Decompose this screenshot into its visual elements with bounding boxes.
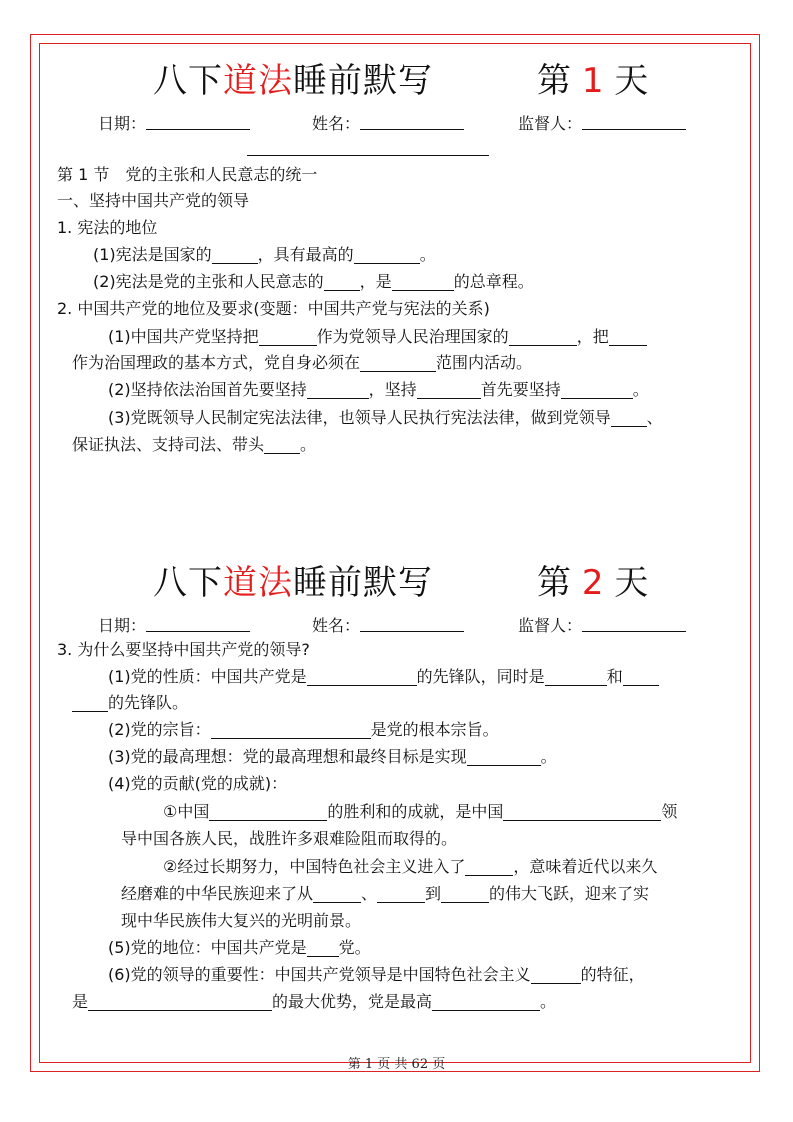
item-3-4-1-cont: 导中国各族人民，战胜许多艰难险阻而取得的。 (121, 829, 458, 848)
item-3-4: (4)党的贡献(党的成就)： (108, 774, 288, 793)
item-3-2: (2)党的宗旨： 是党的根本宗旨。 (108, 720, 499, 739)
item-2-2: (2)坚持依法治国首先要坚持 ，坚持 首先要坚持 。 (108, 380, 649, 399)
supervisor-field: 监督人： (518, 111, 582, 137)
day2-fields (0, 613, 793, 639)
date-field: 日期： (98, 613, 146, 639)
day-label: 第 1 天 (537, 61, 649, 101)
item-2-1: (1)中国共产党坚持把 作为党领导人民治理国家的 ，把 (108, 326, 647, 348)
item-3-3: (3)党的最高理想：党的最高理想和最终目标是实现 。 (108, 747, 557, 766)
day2-title (0, 560, 793, 608)
sub-heading: 一、坚持中国共产党的领导 (57, 191, 250, 210)
supervisor-field: 监督人： (518, 613, 582, 639)
day1-title (0, 58, 793, 106)
name-field: 姓名： (312, 613, 360, 639)
item-3-4-2: ②经过长期努力，中国特色社会主义进入了 ，意味着近代以来久 (163, 857, 658, 876)
question-2: 2. 中国共产党的地位及要求(变题：中国共产党与宪法的关系) (57, 299, 490, 318)
item-3-1-cont: 的先锋队。 (72, 692, 188, 714)
item-3-1: (1)党的性质：中国共产党是 的先锋队，同时是 和 (108, 666, 659, 688)
title-text: 八下道法睡前默写 (153, 61, 433, 101)
item-2-3: (3)党既领导人民制定宪法法律，也领导人民执行宪法法律，做到党领导 、 (108, 408, 663, 427)
item-3-6-cont: 是 的最大优势，党是最高 。 (72, 992, 557, 1011)
item-2-3-cont: 保证执法、支持司法、带头 。 (72, 435, 317, 454)
item-3-4-2-cont2: 现中华民族伟大复兴的光明前景。 (121, 911, 362, 930)
separator-line (247, 155, 489, 156)
question-3: 3. 为什么要坚持中国共产党的领导? (57, 640, 310, 659)
name-field: 姓名： (312, 111, 360, 137)
day1-fields (0, 111, 793, 137)
item-1-2: (2)宪法是党的主张和人民意志的 ，是 的总章程。 (93, 272, 534, 291)
day-label: 第 2 天 (537, 563, 649, 603)
item-2-1-cont: 作为治国理政的基本方式，党自身必须在 范围内活动。 (72, 353, 533, 372)
item-3-4-1: ①中国 的胜利和的成就，是中国 领 (163, 802, 678, 821)
item-3-6: (6)党的领导的重要性：中国共产党领导是中国特色社会主义 的特征， (108, 965, 645, 984)
section-heading: 第 1 节 党的主张和人民意志的统一 (57, 165, 318, 184)
title-text: 八下道法睡前默写 (153, 563, 433, 603)
question-1: 1. 宪法的地位 (57, 218, 158, 237)
date-field: 日期： (98, 111, 146, 137)
item-3-4-2-cont: 经磨难的中华民族迎来了从 、 到 的伟大飞跃，迎来了实 (121, 884, 650, 903)
item-1-1: (1)宪法是国家的 ，具有最高的 。 (93, 245, 436, 264)
item-3-5: (5)党的地位：中国共产党是 党。 (108, 938, 371, 957)
page-number: 第 1 页 共 62 页 (347, 1057, 446, 1072)
